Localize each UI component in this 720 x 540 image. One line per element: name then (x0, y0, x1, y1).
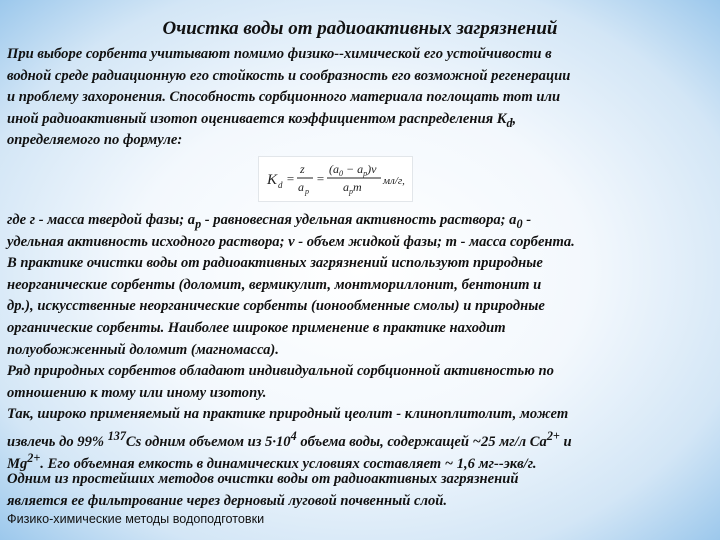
page-title: Очистка воды от радиоактивных загрязнений (162, 18, 558, 39)
text-line: иной радиоактивный изотоп оценивается коэффициентом распределения $K_d$, (7, 110, 517, 130)
text-line: и проблему захоронения. Способность сорбционного материала поглощать тот или (7, 89, 561, 106)
formula-image (258, 156, 413, 202)
text-line: удельная активность исходного раствора; v - объем жидкой фазы; m - масса сорбента. (7, 233, 575, 250)
formula-units: мл/г, (383, 175, 405, 187)
text-line: определяемого по формуле: (7, 132, 183, 149)
text-line: водной среде радиационную его стойкость и сообразность его возможной регенерации (7, 67, 571, 84)
text-line: Так, широко применяемый на практике природный цеолит - клиноплитолит, может (7, 406, 569, 423)
text-line: Одним из простейших методов очистки воды от радиоактивных загрязнений (7, 471, 519, 488)
text-line: является ее фильтрование через дерновый луговой почвенный слой. (7, 492, 448, 509)
formula-lhs-sub: d (278, 180, 283, 190)
text-line: где г - масса твердой фазы; $а_р$ - равновесная удельная активность раствора; $а_0$ - (7, 212, 532, 231)
svg-text:p: p (305, 187, 309, 196)
formula-den2: $a_pm$ (343, 180, 362, 196)
text-line: органические сорбенты. Наиболее широкое применение в практике находит (7, 319, 506, 336)
intro-paragraph (7, 44, 717, 152)
svg-text:=: = (316, 171, 325, 186)
text-line: др.), искусственные неорганические сорбенты (ионообменные смолы) и природные (7, 298, 545, 315)
text-line: извлечь до 99% $^{137}$Cs одним объемом из $5\cdot 10^4$ объема воды, содержащей ~25 мг/л $Ca^{2+}$ и (7, 428, 572, 450)
text-line: При выборе сорбента учитывают помимо физико--химической его устойчивости в (7, 46, 552, 62)
text-line: В практике очистки воды от радиоактивных загрязнений используют природные (7, 255, 543, 272)
text-line: Ряд природных сорбентов обладают индивидуальной сорбционной активностью по (7, 363, 554, 380)
svg-text:=: = (286, 171, 295, 186)
text-line: отношению к тому или иному изотопу. (7, 384, 267, 401)
text-line: неорганические сорбенты (доломит, вермикулит, монтмориллонит, бентонит и (7, 276, 542, 293)
text-line: полуобожженный доломит (магномасса). (7, 341, 279, 358)
body-paragraph (7, 210, 717, 512)
formula-den1: a (298, 180, 304, 194)
text-line: $Mg^{2+}$. Его объемная емкость в динамических условиях составляет ~ 1,6 мг--экв/г. (7, 450, 537, 472)
formula-lhs: K (267, 172, 278, 188)
footer-text: Физико-химические методы водоподготовки (7, 512, 265, 526)
formula-num2: $(a_0 - a_p)v$ (329, 162, 377, 178)
formula-num1: z (300, 162, 305, 176)
